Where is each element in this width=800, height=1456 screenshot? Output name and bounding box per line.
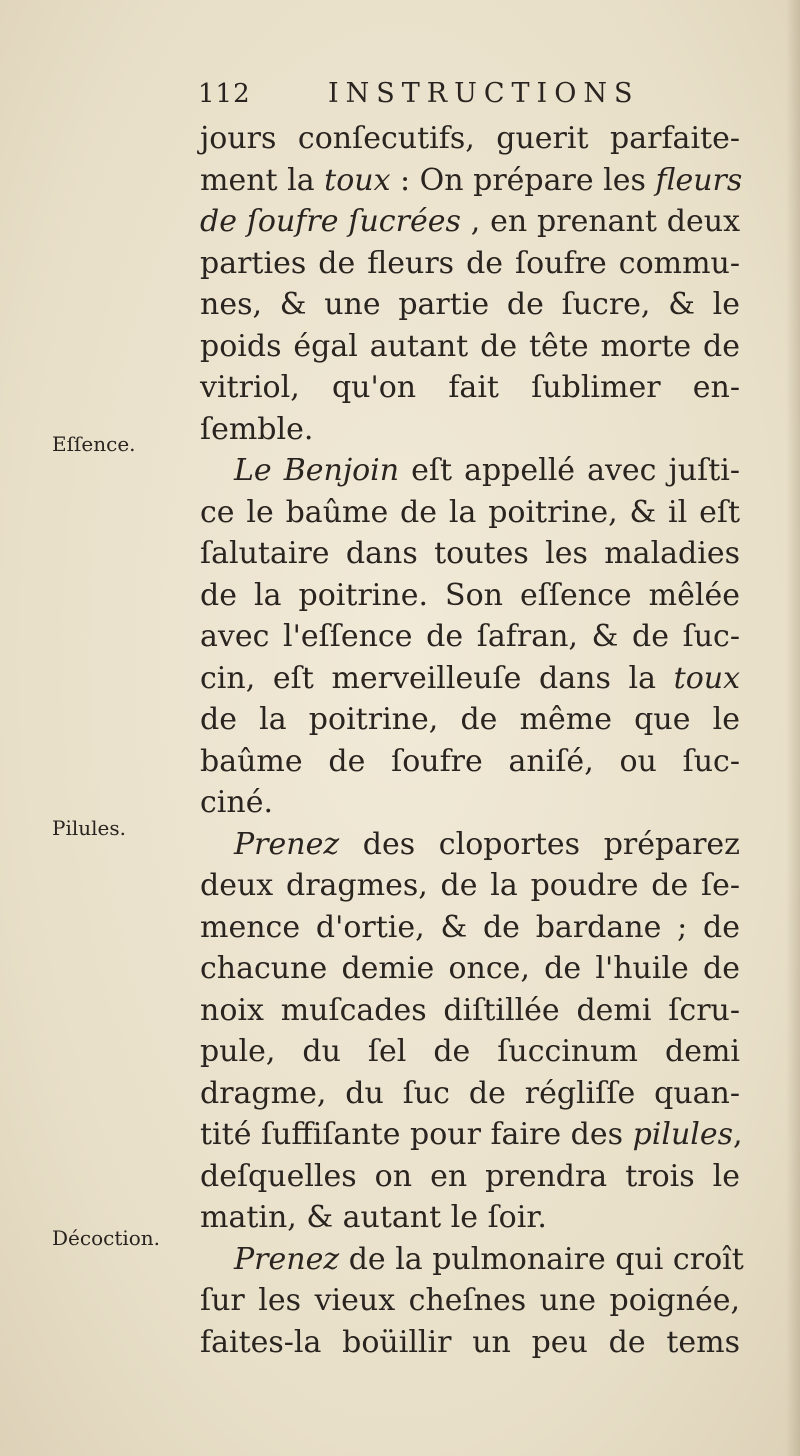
text-line: ſur les vieux cheſnes une poignée,	[200, 1283, 740, 1318]
text-line: baûme de ſoufre aniſé, ou ſuc-	[200, 743, 740, 779]
text-line: parties de fleurs de ſoufre commu-	[200, 245, 740, 281]
running-title: INSTRUCTIONS	[328, 78, 640, 109]
text-line: chacune demie once, de l'huile de	[200, 951, 740, 986]
page-header	[198, 72, 658, 116]
text-line: cin, eſt merveilleuſe dans la toux	[200, 660, 740, 696]
text-line: pule, du ſel de ſuccinum demi	[200, 1034, 740, 1069]
text-line: ce le baûme de la poitrine, & il eſt	[200, 494, 740, 530]
text-line: deſquelles on en prendra trois le	[200, 1158, 740, 1194]
text-line: nes, & une partie de ſucre, & le	[200, 287, 740, 322]
text-line: tité ſuffiſante pour faire des pilules,	[200, 1117, 743, 1152]
margin-note-pilules: Pilules.	[52, 816, 126, 840]
text-line: deux dragmes, de la poudre de ſe-	[200, 868, 740, 903]
text-line: noix muſcades diſtillée demi ſcru-	[200, 992, 740, 1028]
text-line: ſalutaire dans toutes les maladies	[200, 536, 740, 571]
text-line: de ſoufre ſucrées , en prenant deux	[200, 204, 740, 239]
body-text	[200, 118, 744, 1363]
text-line: faites-la boüillir un peu de tems	[200, 1324, 740, 1360]
text-line: Le Benjoin eſt appellé avec juſti-	[234, 453, 740, 488]
text-line: Prenez de la pulmonaire qui croît	[234, 1241, 744, 1277]
margin-note-decoction: Décoction.	[52, 1226, 161, 1250]
text-line: Prenez des cloportes préparez	[234, 826, 740, 862]
text-line: ciné.	[200, 785, 274, 820]
text-line: vitriol, qu'on fait ſublimer en-	[200, 370, 740, 405]
margin-note-essence: Eſſence.	[52, 432, 136, 456]
text-line: ſemble.	[200, 411, 314, 447]
text-line: jours conſecutifs, guerit parfaite-	[200, 121, 740, 156]
text-line: poids égal autant de tête morte de	[200, 328, 740, 364]
text-line: avec l'eſſence de ſafran, & de ſuc-	[200, 619, 740, 654]
text-line: dragme, du ſuc de régliſſe quan-	[200, 1075, 740, 1111]
text-line: ment la toux : On prépare les fleurs	[200, 162, 743, 198]
page-edge-shadow	[786, 0, 800, 1456]
page-number: 112	[198, 79, 251, 109]
text-line: de la poitrine, de même que le	[200, 702, 740, 737]
text-line: de la poitrine. Son eſſence mêlée	[200, 577, 740, 613]
text-line: matin, & autant le ſoir.	[200, 1200, 547, 1235]
text-line: mence d'ortie, & de bardane ; de	[200, 909, 740, 945]
